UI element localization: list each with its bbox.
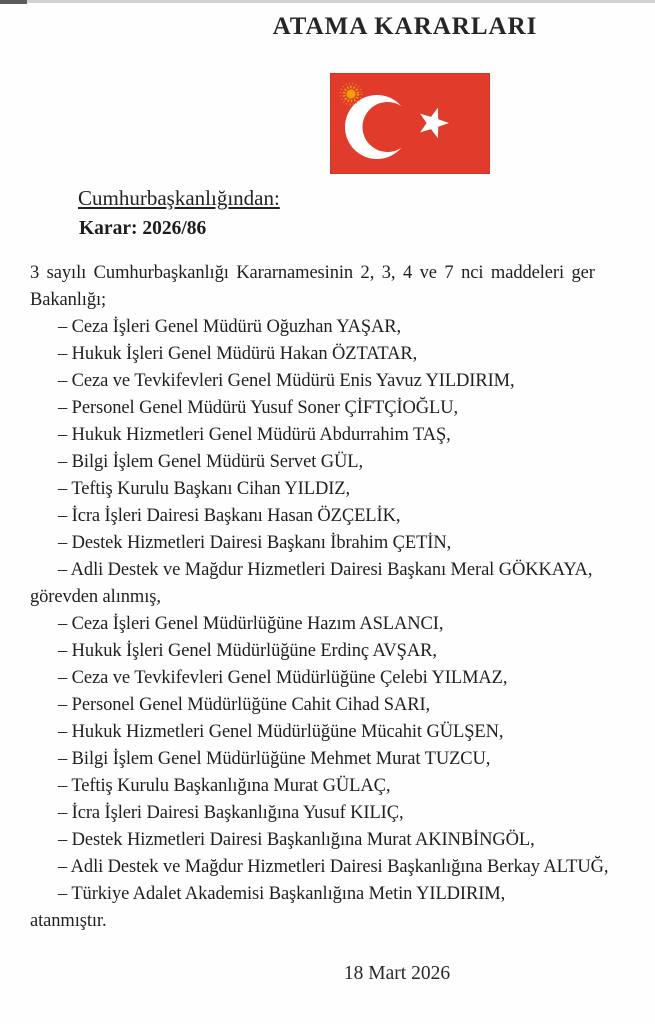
turkish-flag [330, 73, 490, 174]
document-date: 18 Mart 2026 [343, 963, 451, 984]
list-item: – Ceza ve Tevkifevleri Genel Müdürlüğüne Çelebi YILMAZ, [58, 668, 508, 688]
list-item: – Türkiye Adalet Akademisi Başkanlığına Metin YILDIRIM, [58, 884, 506, 904]
list-item: – Adli Destek ve Mağdur Hizmetleri Dairesi Başkanı Meral GÖKKAYA, [58, 560, 593, 580]
list-item: – Ceza ve Tevkifevleri Genel Müdürü Enis Yavuz YILDIRIM, [58, 371, 515, 391]
list-item: – Personel Genel Müdürü Yusuf Soner ÇİFTÇİOĞLU, [58, 398, 459, 418]
list-item: – Bilgi İşlem Genel Müdürlüğüne Mehmet Murat TUZCU, [58, 749, 491, 769]
top-divider-line-dark-segment [0, 0, 27, 4]
list-item: – Destek Hizmetleri Dairesi Başkanlığına Murat AKINBİNGÖL, [58, 830, 535, 850]
list-item: – Personel Genel Müdürlüğüne Cahit Cihad SARI, [58, 695, 431, 715]
intro-paragraph-line: 3 sayılı Cumhurbaşkanlığı Kararnamesinin 2, 3, 4 ve 7 nci maddeleri ger [30, 263, 595, 283]
list-item: – Ceza İşleri Genel Müdürü Oğuzhan YAŞAR, [58, 317, 402, 337]
list-item: – Teftiş Kurulu Başkanlığına Murat GÜLAÇ, [58, 776, 391, 796]
appointment-closing: atanmıştır. [30, 911, 107, 931]
list-item: – Teftiş Kurulu Başkanı Cihan YILDIZ, [58, 479, 350, 499]
list-item: – İcra İşleri Dairesi Başkanlığına Yusuf KILIÇ, [58, 803, 404, 823]
decision-text [30, 260, 655, 935]
document-title: ATAMA KARARLARI [272, 13, 538, 40]
decision-number: Karar: 2026/86 [79, 218, 207, 239]
list-item: – Hukuk İşleri Genel Müdürü Hakan ÖZTATAR, [58, 344, 418, 364]
list-item: – Bilgi İşlem Genel Müdürü Servet GÜL, [58, 452, 364, 472]
list-item: – Hukuk İşleri Genel Müdürlüğüne Erdinç AVŞAR, [58, 641, 437, 661]
list-item: – Hukuk Hizmetleri Genel Müdürlüğüne Mücahit GÜLŞEN, [58, 722, 504, 742]
list-item: – Ceza İşleri Genel Müdürlüğüne Hazım ASLANCI, [58, 614, 444, 634]
appointment-list [30, 611, 655, 908]
list-item: – Destek Hizmetleri Dairesi Başkanı İbrahim ÇETİN, [58, 533, 452, 553]
list-item: – Hukuk Hizmetleri Genel Müdürü Abdurrahim TAŞ, [58, 425, 451, 445]
dismissal-closing: görevden alınmış, [30, 587, 161, 607]
list-item: – İcra İşleri Dairesi Başkanı Hasan ÖZÇELİK, [58, 506, 401, 526]
dismissal-list [30, 314, 655, 584]
issuer-heading: Cumhurbaşkanlığından: [78, 186, 280, 210]
list-item: – Adli Destek ve Mağdur Hizmetleri Dairesi Başkanlığına Berkay ALTUĞ, [58, 857, 609, 877]
top-divider-line [0, 0, 655, 3]
intro-paragraph-line: Bakanlığı; [30, 290, 107, 310]
